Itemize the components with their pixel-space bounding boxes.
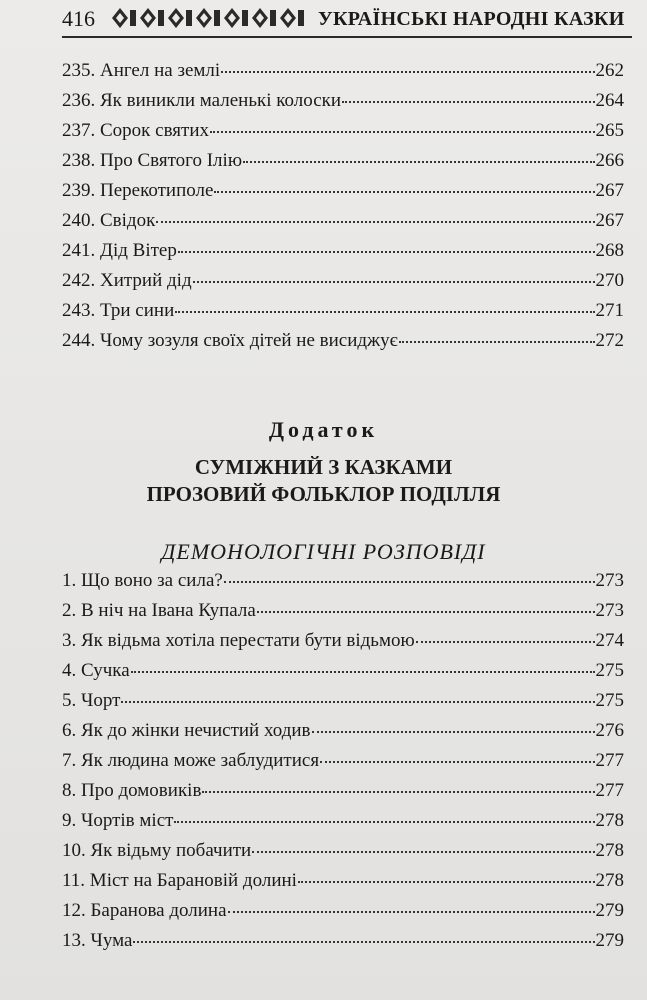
appendix-title: Додаток	[268, 417, 379, 442]
dot-leader	[312, 731, 595, 733]
toc-entry-title: 241. Дід Вітер	[62, 240, 177, 261]
section-heading: ДЕМОНОЛОГІЧНІ РОЗПОВІДІ	[161, 539, 486, 564]
toc-entry	[62, 600, 624, 630]
toc-entry-page: 277	[595, 750, 624, 771]
toc-entry	[62, 630, 624, 660]
toc-entry-title: 4. Сучка	[62, 660, 130, 681]
toc-entry	[62, 240, 624, 270]
toc-entry-page: 264	[595, 90, 624, 111]
toc-entry	[62, 300, 624, 330]
toc-entry	[62, 60, 624, 90]
dot-leader	[178, 251, 595, 253]
toc-entry-page: 268	[595, 240, 624, 261]
dot-leader	[202, 791, 594, 793]
toc-entry-title: 239. Перекотиполе	[62, 180, 214, 201]
dot-leader	[228, 911, 595, 913]
dot-leader	[342, 101, 594, 103]
toc-entry	[62, 840, 624, 870]
dot-leader	[121, 701, 594, 703]
toc-entry-title: 244. Чому зозуля своїх дітей не висиджує	[62, 330, 398, 351]
running-title: УКРАЇНСЬКІ НАРОДНІ КАЗКИ	[318, 8, 625, 30]
toc-entry-page: 275	[595, 690, 624, 711]
header-rule	[62, 36, 632, 38]
toc-entry-page: 272	[595, 330, 624, 351]
dot-leader	[131, 671, 595, 673]
toc-entry-page: 278	[595, 840, 624, 861]
toc-entry-title: 5. Чорт	[62, 690, 121, 711]
dot-leader	[156, 221, 594, 223]
dot-leader	[320, 761, 594, 763]
toc-entry-title: 10. Як відьму побачити	[62, 840, 252, 861]
toc-entry-page: 279	[595, 930, 624, 951]
toc-entry-page: 262	[595, 60, 624, 81]
toc-entry-title: 8. Про домовиків	[62, 780, 202, 801]
dot-leader	[416, 641, 595, 643]
toc-entry-page: 267	[595, 210, 624, 231]
toc-entry-title: 1. Що воно за сила?	[62, 570, 223, 591]
toc-entry-page: 265	[595, 120, 624, 141]
toc-entry-title: 12. Баранова долина	[62, 900, 227, 921]
toc-entry-title: 242. Хитрий дід	[62, 270, 192, 291]
toc-entry-page: 278	[595, 870, 624, 891]
toc-entry-title: 13. Чума	[62, 930, 133, 951]
dot-leader	[175, 311, 594, 313]
dot-leader	[210, 131, 594, 133]
toc-entry	[62, 660, 624, 690]
toc-entry-title: 3. Як відьма хотіла перестати бути відьмою	[62, 630, 415, 651]
toc-entry	[62, 180, 624, 210]
toc-entry-page: 275	[595, 660, 624, 681]
appendix-subtitle-line2: ПРОЗОВИЙ ФОЛЬКЛОР ПОДІЛЛЯ	[146, 482, 501, 506]
toc-entry-page: 273	[595, 600, 624, 621]
appendix-subtitle-line1: СУМІЖНИЙ З КАЗКАМИ	[194, 455, 453, 479]
toc-entry-title: 236. Як виникли маленькі колоски	[62, 90, 342, 111]
toc-entry-title: 2. В ніч на Івана Купала	[62, 600, 256, 621]
page-header	[0, 0, 647, 38]
toc-entry-page: 276	[595, 720, 624, 741]
dot-leader	[174, 821, 594, 823]
toc-entry-title: 9. Чортів міст	[62, 810, 174, 831]
toc-entry-page: 266	[595, 150, 624, 171]
toc-entry	[62, 870, 624, 900]
toc-entry-page: 267	[595, 180, 624, 201]
toc-entry	[62, 120, 624, 150]
toc-entry	[62, 270, 624, 300]
toc-entry-page: 279	[595, 900, 624, 921]
dot-leader	[133, 941, 594, 943]
toc-entry	[62, 900, 624, 930]
dot-leader	[399, 341, 595, 343]
toc-entry-page: 273	[595, 570, 624, 591]
toc-entry-title: 7. Як людина може заблудитися	[62, 750, 320, 771]
embroidery-ornament-icon	[110, 6, 310, 30]
dot-leader	[243, 161, 594, 163]
toc-entry	[62, 330, 624, 360]
toc-entry	[62, 150, 624, 180]
page-number: 416	[62, 6, 95, 31]
toc-entry-page: 271	[595, 300, 624, 321]
toc-entry-title: 235. Ангел на землі	[62, 60, 221, 81]
toc-entry-title: 11. Міст на Барановій долині	[62, 870, 297, 891]
toc-entry	[62, 780, 624, 810]
toc-entry	[62, 810, 624, 840]
dot-leader	[252, 851, 594, 853]
toc-entry	[62, 690, 624, 720]
toc-entry	[62, 570, 624, 600]
dot-leader	[221, 71, 594, 73]
toc-entry-page: 274	[595, 630, 624, 651]
toc-entry-title: 240. Свідок	[62, 210, 156, 231]
toc-entry	[62, 750, 624, 780]
toc-entry-title: 238. Про Святого Ілію	[62, 150, 243, 171]
dot-leader	[193, 281, 595, 283]
toc-entry-title: 237. Сорок святих	[62, 120, 210, 141]
toc-list-top	[62, 60, 624, 360]
toc-entry	[62, 930, 624, 960]
toc-entry-page: 277	[595, 780, 624, 801]
toc-entry-title: 243. Три сини	[62, 300, 175, 321]
dot-leader	[298, 881, 595, 883]
toc-entry-title: 6. Як до жінки нечистий ходив	[62, 720, 311, 741]
dot-leader	[224, 581, 595, 583]
toc-entry-page: 270	[595, 270, 624, 291]
dot-leader	[257, 611, 595, 613]
toc-entry	[62, 720, 624, 750]
toc-entry	[62, 90, 624, 120]
toc-entry-page: 278	[595, 810, 624, 831]
toc-entry	[62, 210, 624, 240]
toc-list-bottom	[62, 570, 624, 960]
dot-leader	[214, 191, 594, 193]
